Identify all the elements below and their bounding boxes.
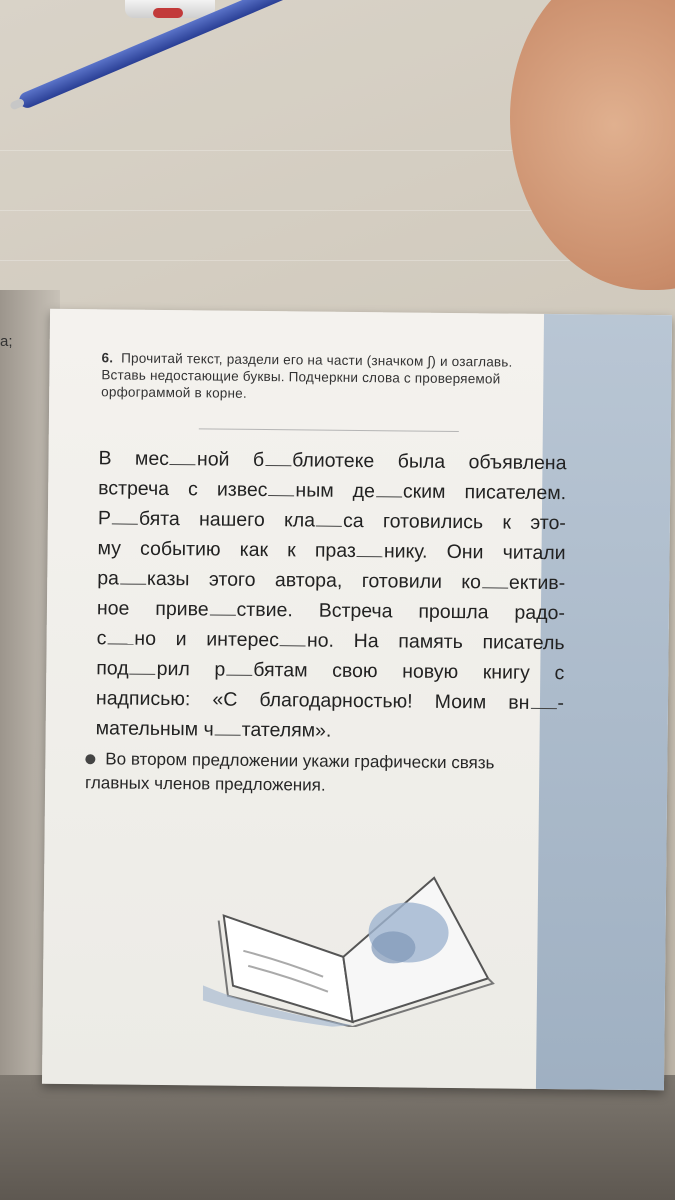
text-segment: бятам свою новую книгу с [253, 658, 565, 685]
text-segment: ное приве [96, 597, 209, 621]
left-page-fragment: а; [0, 333, 13, 350]
text-segment: но и интерес [134, 627, 280, 652]
exercise-text [96, 443, 567, 748]
letter-gap[interactable] [280, 627, 306, 646]
text-segment: блиотеке была объявлена [292, 449, 567, 475]
text-segment: под [96, 657, 129, 680]
text-segment: са готовились к это- [342, 509, 566, 535]
letter-gap[interactable] [107, 625, 133, 644]
text-segment: казы этого автора, готовили ко [146, 567, 482, 594]
letter-gap[interactable] [376, 478, 402, 497]
workbook-page [42, 309, 672, 1090]
bullet-icon [85, 754, 95, 764]
text-segment: Р [97, 507, 112, 530]
text-line [96, 653, 564, 688]
text-segment: ектив- [508, 571, 566, 595]
text-line [97, 593, 565, 628]
letter-gap[interactable] [265, 447, 291, 466]
text-line [97, 563, 565, 598]
text-segment: му событию как к праз [97, 537, 356, 562]
text-segment: бята нашего кла [138, 507, 316, 532]
letter-gap[interactable] [316, 508, 342, 527]
text-segment: ствие. Встреча прошла радо- [236, 598, 566, 625]
marker-cap [153, 8, 183, 18]
letter-gap[interactable] [357, 538, 383, 557]
text-segment: - [557, 692, 565, 715]
letter-gap[interactable] [170, 446, 196, 465]
book-bottom [0, 1075, 675, 1200]
text-segment: рил р [156, 657, 226, 681]
text-segment: но. На память писатель [306, 629, 565, 655]
followup-text: Во втором предложении укажи графически связь главных членов предложения. [85, 749, 495, 795]
text-line [97, 533, 565, 568]
text-segment: тателям». [241, 718, 332, 742]
task-instruction [101, 349, 542, 405]
task-text: Прочитай текст, раздели его на части (значком ∫) и озаглавь. Вставь недостающие буквы. Подчеркни слова с проверяемой орфограммой в корне. [101, 350, 513, 401]
knee [510, 0, 675, 290]
text-segment: встреча с извес [98, 477, 268, 502]
text-segment: с [96, 627, 107, 650]
letter-gap[interactable] [120, 566, 146, 585]
letter-gap[interactable] [530, 690, 556, 709]
text-segment: В мес [98, 447, 170, 471]
text-line [96, 623, 564, 658]
text-segment: нику. Они читали [383, 540, 566, 565]
marker [125, 0, 215, 18]
text-segment: ной б [196, 448, 265, 472]
text-segment: ным де [295, 479, 376, 503]
letter-gap[interactable] [112, 505, 138, 524]
pen-tip [9, 98, 25, 111]
text-line [96, 713, 564, 748]
letter-gap[interactable] [130, 656, 156, 675]
letter-gap[interactable] [210, 596, 236, 615]
text-segment: мательным ч [95, 717, 214, 741]
text-segment: ра [97, 567, 120, 590]
text-segment: ским писателем. [402, 480, 567, 505]
followup-task [85, 747, 555, 800]
text-line [98, 443, 566, 478]
letter-gap[interactable] [226, 657, 252, 676]
letter-gap[interactable] [268, 477, 294, 496]
text-line [98, 503, 566, 538]
open-book-illustration [203, 835, 505, 1028]
text-line [96, 683, 564, 718]
letter-gap[interactable] [215, 717, 241, 736]
title-answer-line [199, 428, 459, 432]
task-number: 6. [101, 350, 114, 366]
letter-gap[interactable] [482, 569, 508, 588]
text-line [98, 473, 566, 508]
text-segment: надписью: «С благодарностью! Моим вн [95, 687, 530, 714]
